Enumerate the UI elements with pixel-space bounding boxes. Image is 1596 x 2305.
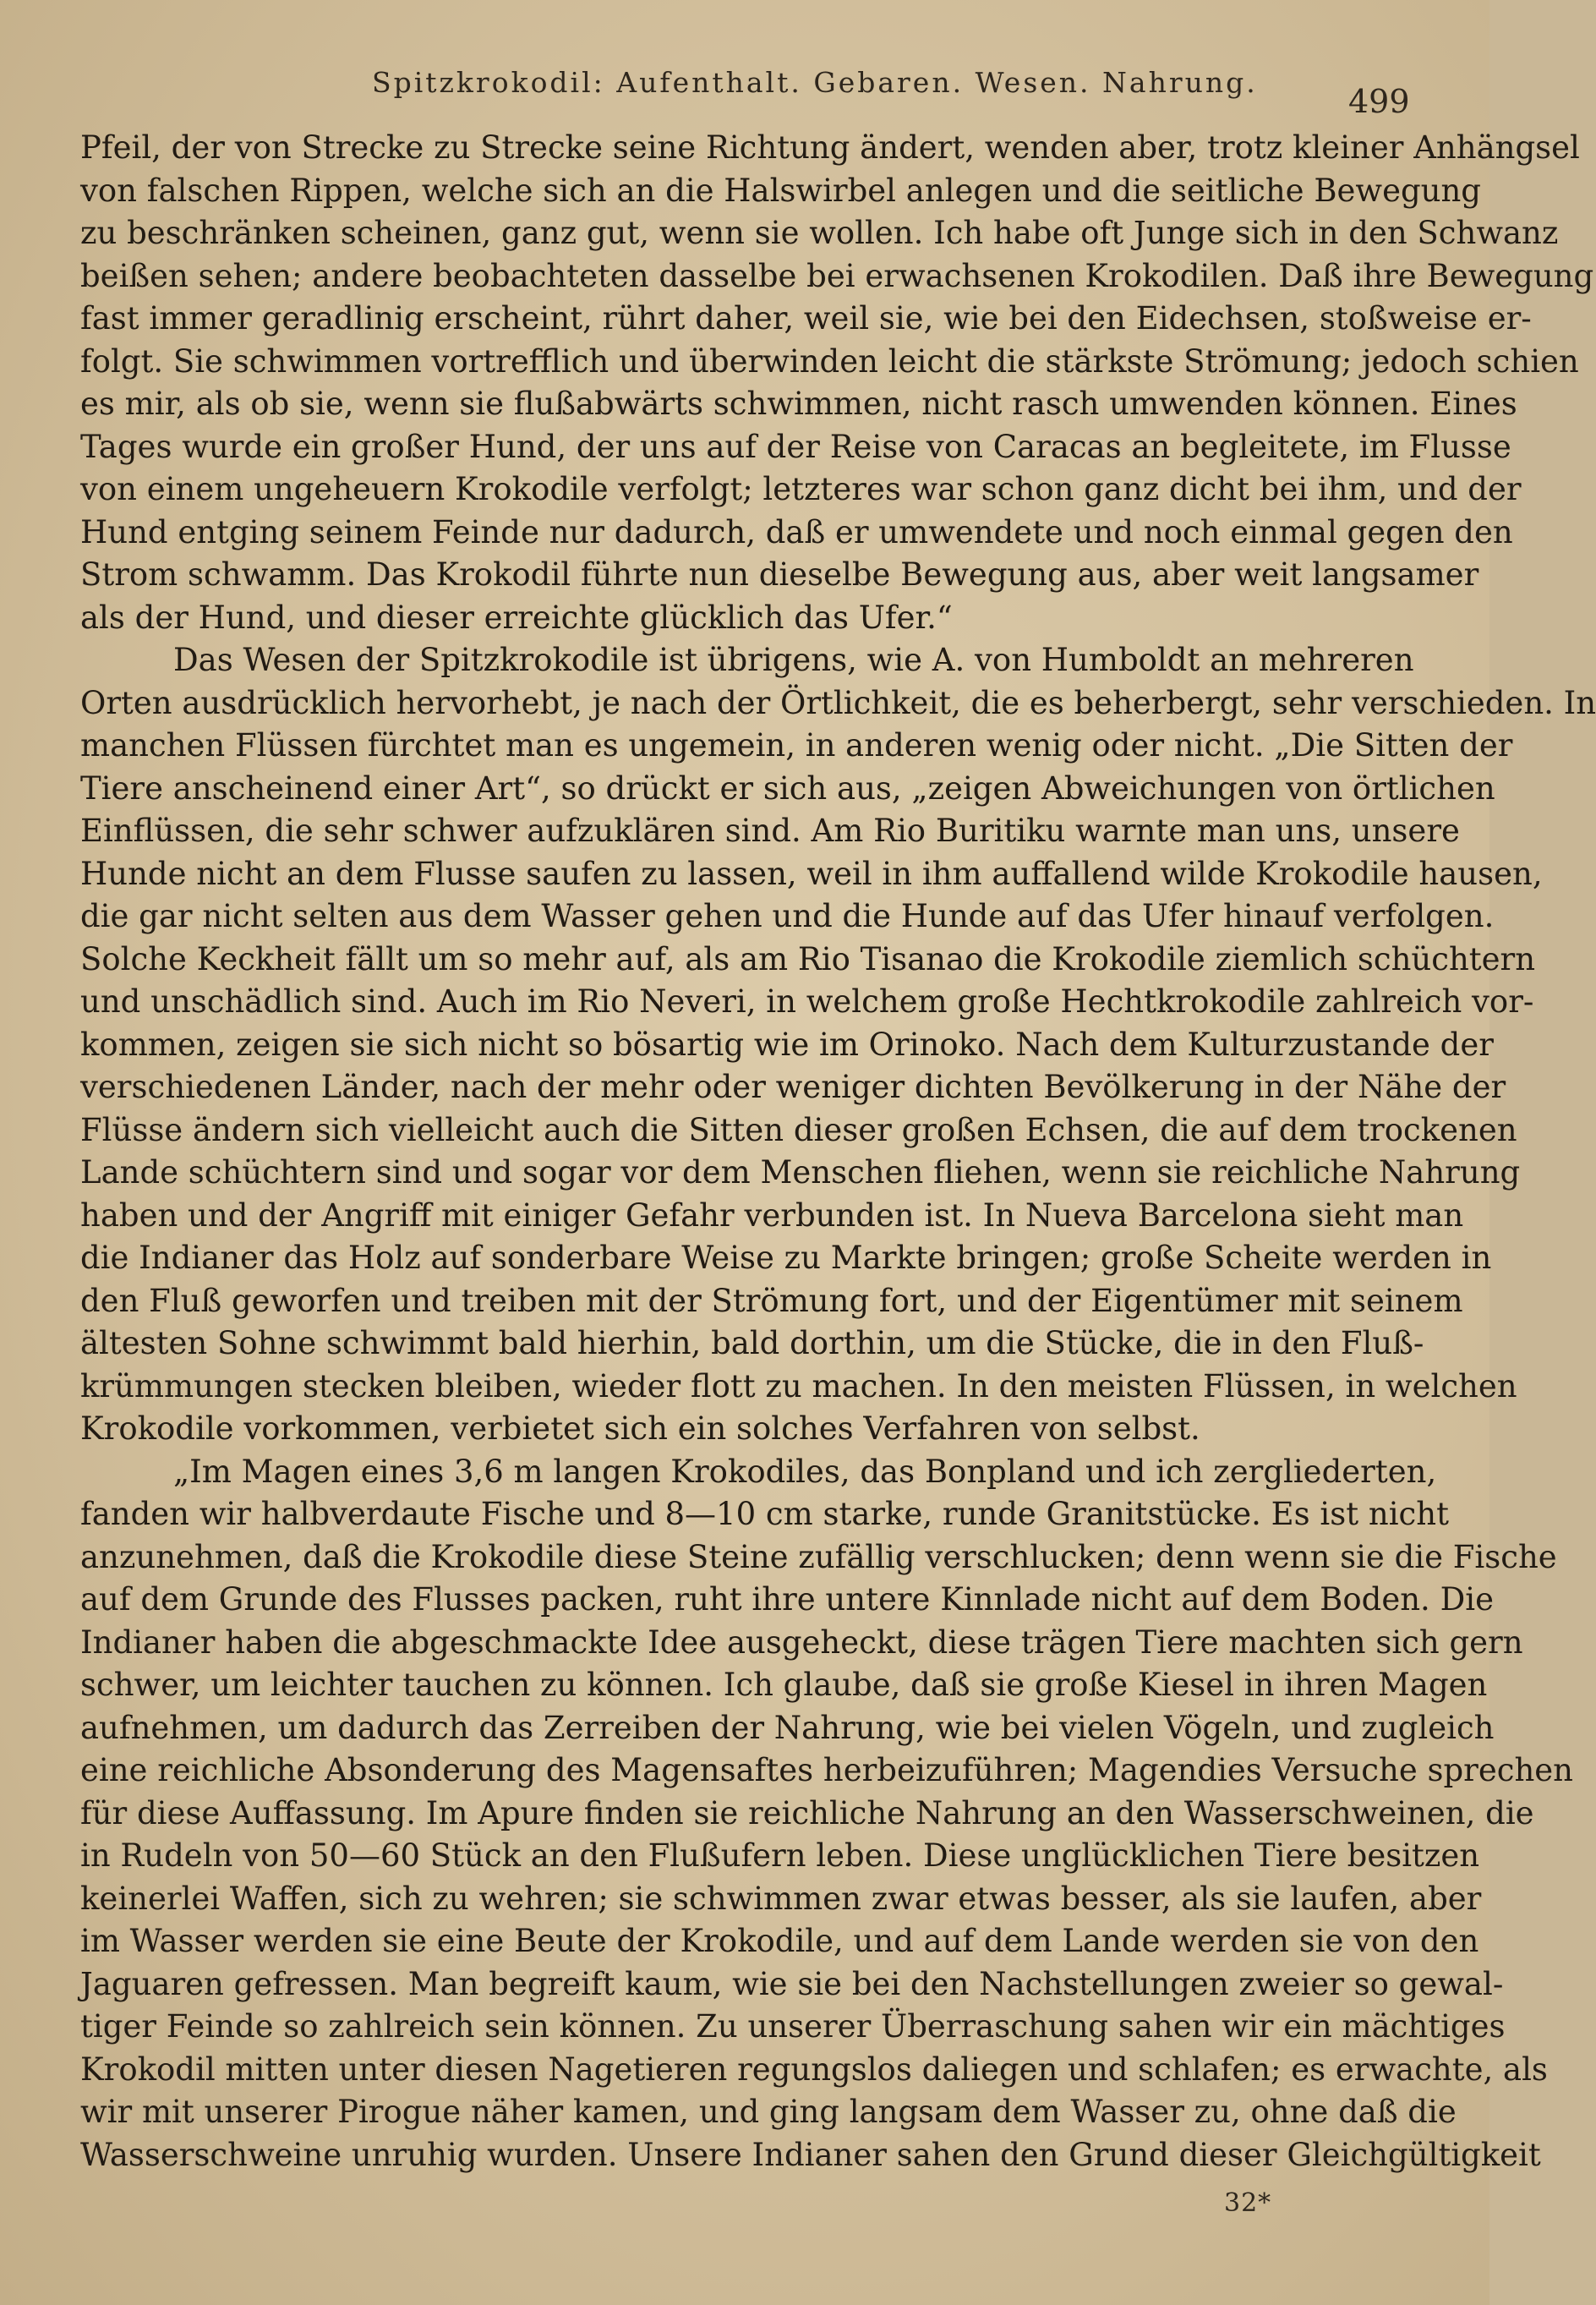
text-line: Jaguaren gefressen. Man begreift kaum, wie sie bei den Nachstellungen zweier so gewal- [80,1965,1504,2002]
text-line: folgt. Sie schwimmen vortrefflich und überwinden leicht die stärkste Strömung; jedoch schien [80,342,1579,380]
text-line: und unschädlich sind. Auch im Rio Neveri, in welchem große Hechtkrokodile zahlreich vor- [80,983,1534,1020]
text-line: auf dem Grunde des Flusses packen, ruht ihre untere Kinnlade nicht auf dem Boden. Die [80,1581,1494,1618]
text-line: verschiedenen Länder, nach der mehr oder weniger dichten Bevölkerung in der Nähe der [80,1069,1506,1105]
text-line: Hund entging seinem Feinde nur dadurch, daß er umwendete und noch einmal gegen den [80,513,1513,550]
text-line: ältesten Sohne schwimmt bald hierhin, bald dorthin, um die Stücke, die in den Fluß- [80,1325,1424,1361]
text-line: aufnehmen, um dadurch das Zerreiben der Nahrung, wie bei vielen Vögeln, und zugleich [80,1709,1495,1746]
text-line: kommen, zeigen sie sich nicht so bösartig wie im Orinoko. Nach dem Kulturzustande der [80,1026,1494,1063]
text-line: Krokodile vorkommen, verbietet sich ein solches Verfahren von selbst. [80,1410,1200,1447]
page-number: 499 [1348,83,1410,120]
text-line: Tiere anscheinend einer Art“, so drückt er sich aus, „zeigen Abweichungen von örtlichen [80,769,1495,807]
text-line: anzunehmen, daß die Krokodile diese Steine zufällig verschlucken; denn wenn sie die Fische [80,1538,1557,1575]
text-line: in Rudeln von 50—60 Stück an den Flußufern leben. Diese unglücklichen Tiere besitzen [80,1837,1480,1874]
text-line: von einem ungeheuern Krokodile verfolgt; letzteres war schon ganz dicht bei ihm, und der [80,471,1522,507]
body-text [80,127,1596,2176]
text-line: die Indianer das Holz auf sonderbare Weise zu Markte bringen; große Scheite werden in [80,1240,1492,1276]
text-line: als der Hund, und dieser erreichte glücklich das Ufer.“ [80,599,953,636]
text-line: manchen Flüssen fürchtet man es ungemein, in anderen wenig oder nicht. „Die Sitten der [80,727,1513,764]
text-line: Solche Keckheit fällt um so mehr auf, als am Rio Tisanao die Krokodile ziemlich schüchtern [80,940,1536,977]
text-line: es mir, als ob sie, wenn sie flußabwärts schwimmen, nicht rasch umwenden können. Eines [80,386,1517,422]
text-line: schwer, um leichter tauchen zu können. Ich glaube, daß sie große Kiesel in ihren Magen [80,1667,1488,1703]
text-line: zu beschränken scheinen, ganz gut, wenn sie wollen. Ich habe oft Junge sich in den Schwanz [80,215,1559,251]
text-line: keinerlei Waffen, sich zu wehren; sie schwimmen zwar etwas besser, als sie laufen, aber [80,1880,1482,1917]
text-line: Das Wesen der Spitzkrokodile ist übrigens, wie A. von Humboldt an mehreren [173,642,1414,678]
text-line: Orten ausdrücklich hervorhebt, je nach der Örtlichkeit, die es beherbergt, sehr verschieden. In [80,684,1596,721]
running-title: Spitzkrokodil: Aufenthalt. Gebaren. Wesen. Nahrung. [372,66,1258,99]
text-line: Strom schwamm. Das Krokodil führte nun dieselbe Bewegung aus, aber weit langsamer [80,556,1479,593]
text-line: für diese Auffassung. Im Apure finden sie reichliche Nahrung an den Wasserschweinen, die [80,1794,1534,1831]
text-line: von falschen Rippen, welche sich an die Halswirbel anlegen und die seitliche Bewegung [80,172,1481,209]
text-line: Flüsse ändern sich vielleicht auch die Sitten dieser großen Echsen, die auf dem trockenen [80,1111,1517,1148]
text-line: Krokodil mitten unter diesen Nagetieren regungslos daliegen und schlafen; es erwachte, als [80,2050,1548,2088]
text-line: Pfeil, der von Strecke zu Strecke seine Richtung ändert, wenden aber, trotz kleiner Anhängsel [80,129,1580,166]
text-line: wir mit unserer Pirogue näher kamen, und ging langsam dem Wasser zu, ohne daß die [80,2094,1457,2130]
text-line: den Fluß geworfen und treiben mit der Strömung fort, und der Eigentümer mit seinem [80,1282,1463,1319]
text-line: haben und der Angriff mit einiger Gefahr verbunden ist. In Nueva Barcelona sieht man [80,1196,1464,1234]
text-line: fast immer geradlinig erscheint, rührt daher, weil sie, wie bei den Eidechsen, stoßweise er- [80,300,1532,337]
text-line: Wasserschweine unruhig wurden. Unsere Indianer sahen den Grund dieser Gleichgültigkeit [80,2136,1541,2173]
text-line: krümmungen stecken bleiben, wieder flott zu machen. In den meisten Flüssen, in welchen [80,1367,1517,1404]
text-line: beißen sehen; andere beobachteten dasselbe bei erwachsenen Krokodilen. Daß ihre Bewegung [80,257,1594,294]
sheet-signature: 32* [1224,2188,1272,2218]
text-line: Lande schüchtern sind und sogar vor dem Menschen fliehen, wenn sie reichliche Nahrung [80,1154,1521,1191]
text-line: Einflüssen, die sehr schwer aufzuklären sind. Am Rio Buritiku warnte man uns, unsere [80,813,1460,849]
text-line: „Im Magen eines 3,6 m langen Krokodiles, das Bonpland und ich zergliederten, [173,1453,1437,1490]
text-line: eine reichliche Absonderung des Magensaftes herbeizuführen; Magendies Versuche sprechen [80,1752,1574,1788]
text-line: die gar nicht selten aus dem Wasser gehen und die Hunde auf das Ufer hinauf verfolgen. [80,898,1495,934]
text-line: Indianer haben die abgeschmackte Idee ausgeheckt, diese trägen Tiere machten sich gern [80,1623,1523,1661]
text-line: fanden wir halbverdaute Fische und 8—10 cm starke, runde Granitstücke. Es ist nicht [80,1496,1449,1532]
text-line: tiger Feinde so zahlreich sein können. Zu unserer Überraschung sahen wir ein mächtiges [80,2008,1506,2045]
text-line: Hunde nicht an dem Flusse saufen zu lassen, weil in ihm auffallend wilde Krokodile hausen, [80,855,1543,892]
text-line: Tages wurde ein großer Hund, der uns auf der Reise von Caracas an begleitete, im Flusse [80,428,1511,465]
text-line: im Wasser werden sie eine Beute der Krokodile, und auf dem Lande werden sie von den [80,1923,1479,1959]
